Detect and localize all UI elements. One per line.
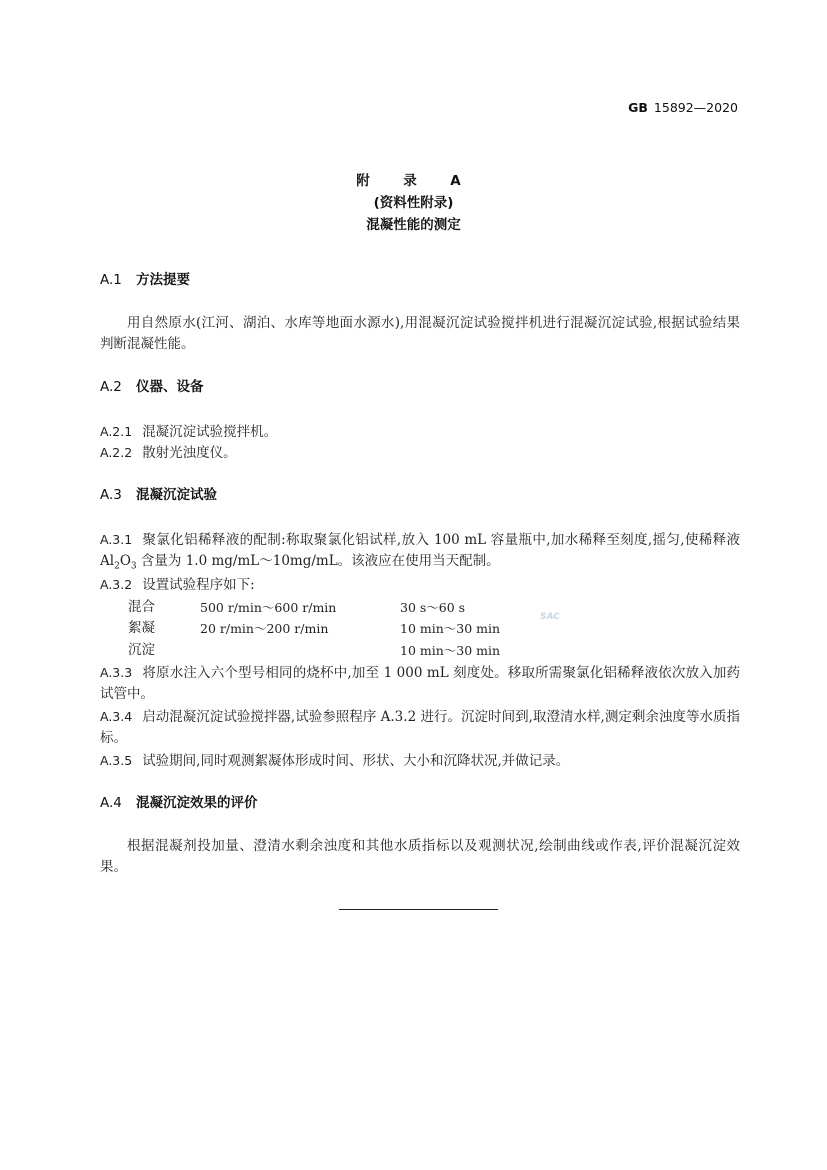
standard-number [628, 100, 738, 115]
program-speed: 20 r/min～200 r/min [200, 621, 329, 636]
section-title: 混凝沉淀试验 [136, 487, 217, 503]
clause-number: A.3.2 [100, 577, 133, 592]
section-number: A.1 [100, 272, 122, 288]
clause-a35 [100, 750, 740, 772]
section-a4-heading [100, 793, 258, 813]
clause-number: A.2.2 [100, 445, 133, 460]
clause-number: A.3.1 [100, 532, 133, 547]
clause-a22 [100, 442, 740, 464]
clause-a34 [100, 706, 740, 749]
clause-text: 将原水注入六个型号相同的烧杯中,加至 1 000 mL 刻度处。移取所需聚氯化铝稀释液依次放入加药试管中。 [100, 665, 740, 702]
clause-text: 设置试验程序如下: [142, 577, 255, 593]
program-speed: 500 r/min～600 r/min [200, 600, 337, 615]
section-a4-text: 根据混凝剂投加量、澄清水剩余浊度和其他水质指标以及观测状况,绘制曲线或作表,评价混凝沉淀效果。 [100, 838, 740, 875]
section-a2-heading [100, 377, 204, 397]
standard-code: 15892—2020 [653, 100, 738, 115]
clause-text: 聚氯化铝稀释液的配制:称取聚氯化铝试样,放入 100 mL 容量瓶中,加水稀释至刻度,摇匀,使稀释液 Al [100, 532, 740, 569]
section-a1-heading [100, 270, 190, 290]
clause-number: A.2.1 [100, 424, 133, 439]
appendix-type: (资料性附录) [373, 195, 454, 211]
clause-a31 [100, 529, 740, 578]
subscript: 2 [114, 561, 120, 572]
clause-a33 [100, 662, 740, 705]
clause-text: 散射光浊度仪。 [142, 445, 237, 461]
clause-number: A.3.3 [100, 665, 133, 680]
end-rule [339, 909, 498, 910]
section-a3-heading [100, 485, 217, 505]
appendix-heading [0, 170, 827, 236]
appendix-name: 混凝性能的测定 [366, 217, 461, 233]
program-time: 30 s～60 s [400, 600, 466, 615]
section-number: A.3 [100, 487, 122, 503]
clause-text: 试验期间,同时观测絮凝体形成时间、形状、大小和沉降状况,并做记录。 [142, 753, 570, 769]
program-time: 10 min～30 min [400, 643, 501, 658]
clause-number: A.3.5 [100, 753, 133, 768]
section-title: 方法提要 [136, 272, 190, 288]
program-stage: 混合 [128, 599, 155, 615]
clause-text: 含量为 1.0 mg/mL～10mg/mL。该液应在使用当天配制。 [136, 553, 500, 569]
program-time: 10 min～30 min [400, 621, 501, 636]
clause-number: A.3.4 [100, 709, 133, 724]
clause-a32 [100, 574, 740, 596]
appendix-title: 附 录 A [356, 173, 471, 189]
clause-text: 启动混凝沉淀试验搅拌器,试验参照程序 A.3.2 进行。沉淀时间到,取澄清水样,测定剩余浊度等水质指标。 [100, 709, 740, 746]
program-stage: 絮凝 [128, 620, 155, 636]
sac-watermark: SAC [540, 612, 560, 622]
standard-prefix: GB [628, 100, 648, 115]
section-title: 混凝沉淀效果的评价 [136, 795, 258, 811]
program-stage: 沉淀 [128, 642, 155, 658]
clause-text: 混凝沉淀试验搅拌机。 [142, 424, 278, 440]
section-title: 仪器、设备 [136, 379, 204, 395]
section-a1-text: 用自然原水(江河、湖泊、水库等地面水源水),用混凝沉淀试验搅拌机进行混凝沉淀试验,根据试验结果判断混凝性能。 [100, 315, 740, 352]
subscript: 3 [130, 561, 137, 572]
section-number: A.4 [100, 795, 122, 811]
clause-a21 [100, 421, 740, 443]
clause-text: O [119, 553, 131, 569]
section-number: A.2 [100, 379, 122, 395]
